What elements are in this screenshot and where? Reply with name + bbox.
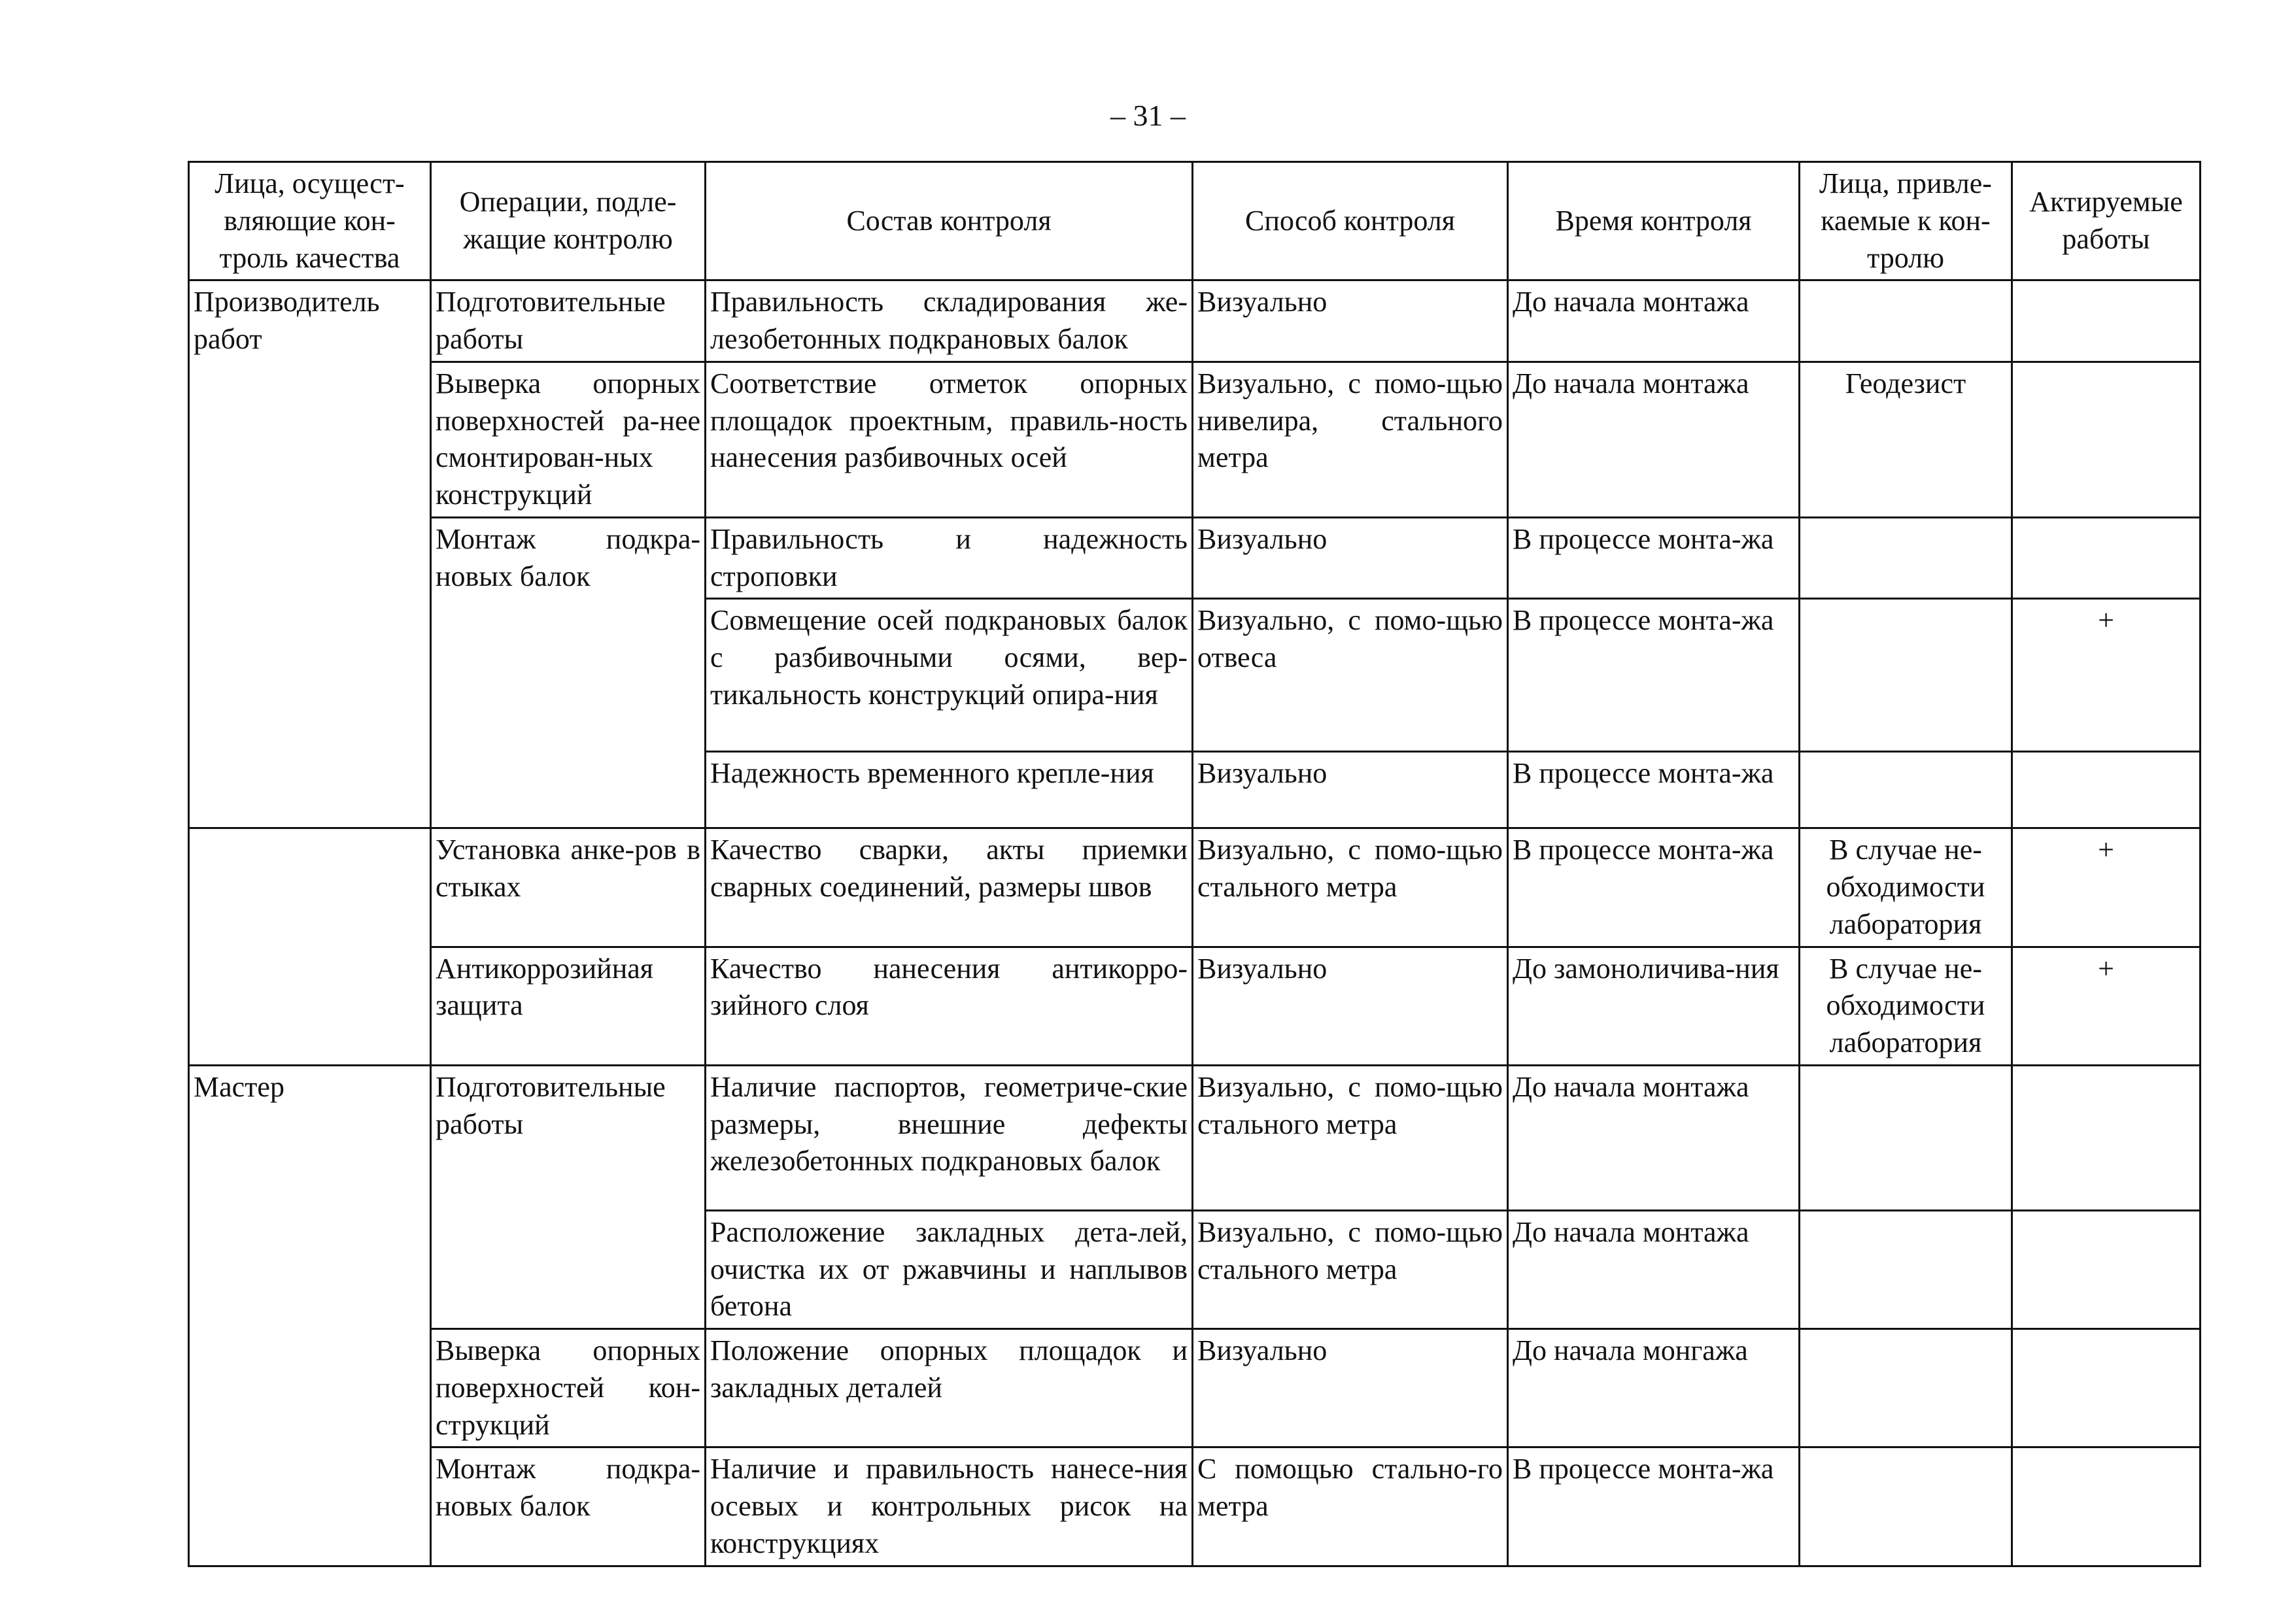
- method-cell: Визуально: [1193, 947, 1508, 1065]
- table-row: [189, 828, 2201, 947]
- table-row: [189, 1447, 2201, 1566]
- header-persons: Лица, осущест-вляющие кон-троль качества: [189, 162, 431, 280]
- table-row: [189, 362, 2201, 517]
- composition-cell: Качество нанесения антикорро-зийного слоя: [706, 947, 1193, 1065]
- time-cell: До начала монтажа: [1508, 280, 1800, 362]
- involved-cell: [1800, 1210, 2012, 1328]
- table-row: [189, 947, 2201, 1065]
- composition-cell: Соответствие отметок опорных площадок проектным, правиль-ность нанесения разбивочных осей: [706, 362, 1193, 517]
- operation-cell: Антикоррозийная защита: [431, 947, 706, 1065]
- method-cell: Визуально, с помо-щью нивелира, стального метра: [1193, 362, 1508, 517]
- method-cell: Визуально, с помо-щью стального метра: [1193, 1210, 1508, 1328]
- header-method: Способ контроля: [1193, 162, 1508, 280]
- method-cell: Визуально, с помо-щью стального метра: [1193, 828, 1508, 947]
- time-cell: До начала монгажа: [1508, 1329, 1800, 1447]
- operation-cell: Монтаж подкра-новых балок: [431, 1447, 706, 1566]
- composition-cell: Правильность и надежность строповки: [706, 517, 1193, 599]
- composition-cell: Положение опорных площадок и закладных деталей: [706, 1329, 1193, 1447]
- time-cell: До начала монтажа: [1508, 362, 1800, 517]
- time-cell: В процессе монта-жа: [1508, 752, 1800, 828]
- involved-cell: Геодезист: [1800, 362, 2012, 517]
- operation-cell: Монтаж подкра-новых балок: [431, 517, 706, 828]
- acted-cell: [2012, 517, 2201, 599]
- involved-cell: [1800, 1447, 2012, 1566]
- involved-cell: В случае не-обходимости лаборатория: [1800, 828, 2012, 947]
- header-acted: Актируемые работы: [2012, 162, 2201, 280]
- composition-cell: Правильность складирования же-лезобетонных подкрановых балок: [706, 280, 1193, 362]
- operation-cell: Подготовительные работы: [431, 280, 706, 362]
- method-cell: Визуально, с помо-щью стального метра: [1193, 1065, 1508, 1210]
- table-header-row: [189, 162, 2201, 280]
- involved-cell: [1800, 752, 2012, 828]
- time-cell: В процессе монта-жа: [1508, 517, 1800, 599]
- composition-cell: Наличие паспортов, геометриче-ские размеры, внешние дефекты железобетонных подкрановых балок: [706, 1065, 1193, 1210]
- operation-cell: Выверка опорных поверхностей кон-струкций: [431, 1329, 706, 1447]
- involved-cell: В случае не-обходимости лаборатория: [1800, 947, 2012, 1065]
- method-cell: Визуально: [1193, 1329, 1508, 1447]
- acted-cell: [2012, 1329, 2201, 1447]
- method-cell: Визуально: [1193, 752, 1508, 828]
- table-row: [189, 280, 2201, 362]
- operation-cell: Установка анке-ров в стыках: [431, 828, 706, 947]
- composition-cell: Расположение закладных дета-лей, очистка их от ржавчины и наплывов бетона: [706, 1210, 1193, 1328]
- acted-cell: +: [2012, 828, 2201, 947]
- table-row: [189, 517, 2201, 599]
- involved-cell: [1800, 1065, 2012, 1210]
- header-time: Время контроля: [1508, 162, 1800, 280]
- acted-cell: [2012, 1065, 2201, 1210]
- time-cell: До начала монтажа: [1508, 1210, 1800, 1328]
- page-number: – 31 –: [1110, 99, 1186, 132]
- composition-cell: Совмещение осей подкрановых балок с разбивочными осями, вер-тикальность конструкций опира-ния: [706, 599, 1193, 752]
- involved-cell: [1800, 599, 2012, 752]
- acted-cell: [2012, 1210, 2201, 1328]
- person-cell: Мастер: [189, 1065, 431, 1566]
- quality-control-table: [188, 161, 2201, 1567]
- time-cell: В процессе монта-жа: [1508, 828, 1800, 947]
- involved-cell: [1800, 280, 2012, 362]
- composition-cell: Надежность временного крепле-ния: [706, 752, 1193, 828]
- acted-cell: +: [2012, 947, 2201, 1065]
- method-cell: Визуально, с помо-щью отвеса: [1193, 599, 1508, 752]
- operation-cell: Подготовительные работы: [431, 1065, 706, 1328]
- involved-cell: [1800, 1329, 2012, 1447]
- time-cell: В процессе монта-жа: [1508, 1447, 1800, 1566]
- header-operations: Операции, подле-жащие контролю: [431, 162, 706, 280]
- method-cell: Визуально: [1193, 517, 1508, 599]
- acted-cell: +: [2012, 599, 2201, 752]
- acted-cell: [2012, 1447, 2201, 1566]
- time-cell: До замоноличива-ния: [1508, 947, 1800, 1065]
- person-cell: [189, 828, 431, 1066]
- method-cell: Визуально: [1193, 280, 1508, 362]
- method-cell: С помощью стально-го метра: [1193, 1447, 1508, 1566]
- table-row: [189, 1329, 2201, 1447]
- acted-cell: [2012, 752, 2201, 828]
- time-cell: До начала монтажа: [1508, 1065, 1800, 1210]
- time-cell: В процессе монта-жа: [1508, 599, 1800, 752]
- header-involved: Лица, привле-каемые к кон-тролю: [1800, 162, 2012, 280]
- composition-cell: Наличие и правильность нанесе-ния осевых и контрольных рисок на конструкциях: [706, 1447, 1193, 1566]
- involved-cell: [1800, 517, 2012, 599]
- acted-cell: [2012, 362, 2201, 517]
- operation-cell: Выверка опорных поверхностей ра-нее смонтирован-ных конструкций: [431, 362, 706, 517]
- header-composition: Состав контроля: [706, 162, 1193, 280]
- composition-cell: Качество сварки, акты приемки сварных соединений, размеры швов: [706, 828, 1193, 947]
- person-cell: Производитель работ: [189, 280, 431, 828]
- acted-cell: [2012, 280, 2201, 362]
- table-row: [189, 1065, 2201, 1210]
